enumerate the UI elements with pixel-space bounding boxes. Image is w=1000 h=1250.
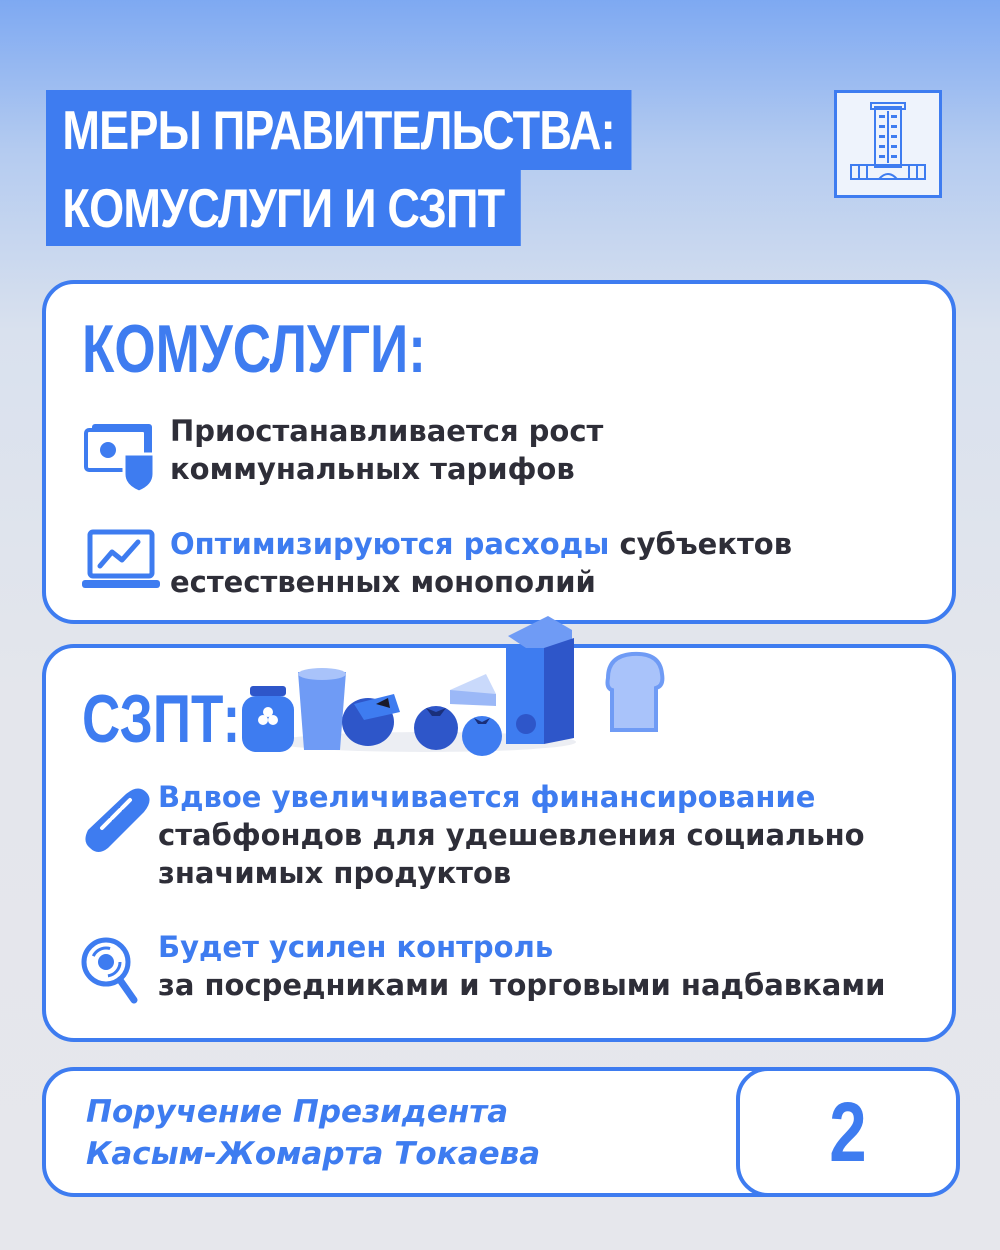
- utilities-item-1-line-2: коммунальных тарифов: [170, 452, 575, 486]
- title-line-2: КОМУСЛУГИ И СЗПТ: [46, 168, 521, 246]
- utilities-item-2-rest: субъектов: [609, 527, 793, 561]
- cheese-icon: [450, 674, 496, 706]
- bread-slice-icon: [608, 654, 663, 730]
- szpt-item-2-line-1: за посредниками и торговыми надбавками: [158, 968, 886, 1002]
- footer-card: [42, 1067, 956, 1197]
- glass-icon: [298, 668, 346, 750]
- government-building-icon: [834, 90, 942, 198]
- laptop-chart-icon: [82, 528, 160, 596]
- honey-jar-icon: [242, 686, 294, 752]
- utilities-item-2-highlight: Оптимизируются расходы: [170, 527, 610, 561]
- baguette-icon: [80, 786, 152, 860]
- magnifier-icon: [80, 934, 144, 1010]
- page-number-box: [736, 1067, 960, 1197]
- szpt-item-2-highlight: Будет усилен контроль: [158, 930, 554, 964]
- utilities-item-2-line-2: естественных монополий: [170, 565, 596, 599]
- utilities-heading: КОМУСЛУГИ:: [82, 311, 426, 387]
- footer-line-2: Касым-Жомарта Токаева: [86, 1136, 541, 1172]
- milk-carton-icon: [506, 616, 574, 744]
- szpt-item-1-line-2: значимых продуктов: [158, 856, 512, 890]
- utilities-item-1-line-1: Приостанавливается рост: [170, 414, 604, 448]
- utilities-card: [42, 280, 956, 624]
- szpt-item-1-line-1: стабфондов для удешевления социально: [158, 818, 865, 852]
- title-line-1: МЕРЫ ПРАВИТЕЛЬСТВА:: [46, 90, 631, 170]
- szpt-item-1-highlight: Вдвое увеличивается финансирование: [158, 780, 816, 814]
- footer-line-1: Поручение Президента: [86, 1094, 509, 1130]
- utilities-item-2-line-1: [170, 525, 792, 563]
- szpt-card: [42, 644, 956, 1042]
- szpt-heading: СЗПТ:: [82, 681, 241, 757]
- money-shield-icon: [84, 420, 156, 496]
- page-number: 2: [829, 1085, 867, 1179]
- food-illustration: [236, 612, 716, 766]
